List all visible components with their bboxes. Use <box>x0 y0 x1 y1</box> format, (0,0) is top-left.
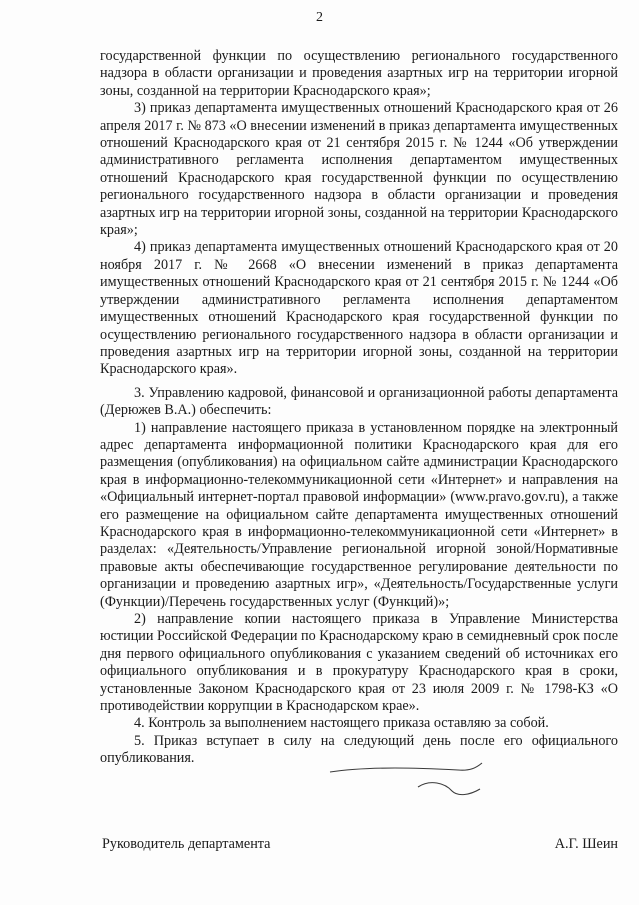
paragraph-continuation: государственной функции по осуществлению регионального государственного надзора в области организации и проведения азартных игр на территории игорной зоны, созданной на территории Краснодарского края»; <box>100 48 618 99</box>
paragraph-section-3: 3. Управлению кадровой, финансовой и организационной работы департамента (Дерюжев В.А.) обеспечить: <box>100 384 618 419</box>
paragraph-subitem-2: 2) направление копии настоящего приказа в Управление Министерства юстиции Российской Федерации по Краснодарскому краю в семидневный срок после дня первого официального опубликования с указанием сведений об источниках его официального опубликования и в прокуратуру Краснодарского края в сроки, установленные Законом Краснодарского края от 23 июля 2009 г. № 1798-КЗ «О противодействии коррупции в Краснодарском крае». <box>100 611 618 715</box>
paragraph-item-4: 4) приказ департамента имущественных отношений Краснодарского края от 20 ноября 2017 г. № 2668 «О внесении изменений в приказ департамента имущественных отношений Краснодарского края от 21 сентября 2015 г. № 1244 «Об утверждении административного регламента исполнения департаментом имущественных отношений Краснодарского края государственной функции по осуществлению регионального государственного надзора в области организации и проведения азартных игр на территории игорной зоны, созданной на территории Краснодарского края». <box>100 239 618 378</box>
signature-position: Руководитель департамента <box>102 836 271 852</box>
signature-name: А.Г. Шеин <box>554 836 618 852</box>
document-body <box>100 48 618 768</box>
paragraph-section-4: 4. Контроль за выполнением настоящего приказа оставляю за собой. <box>134 715 549 732</box>
paragraph-section-5: 5. Приказ вступает в силу на следующий день после его официального опубликования. <box>100 732 618 767</box>
paragraph-subitem-1: 1) направление настоящего приказа в установленном порядке на электронный адрес департамента информационной политики Краснодарского края для его размещения (опубликования) на официальном сайте администрации Краснодарского края в информационно-телекоммуникационной сети «Интернет» и направления на «Официальный интернет-портал правовой информации» (www.pravo.gov.ru), а также его размещение на официальном сайте департамента имущественных отношений Краснодарского края в информационно-телекоммуникационной сети «Интернет» в разделах: «Деятельность/Управление региональной игорной зоной/Нормативные правовые акты обеспечивающие государственное регулирование деятельности по организации и проведению азартных игр», «Деятельность/Государственные услуги (Функции)/Перечень государственных услуг (Функций)»; <box>100 419 618 610</box>
paragraph-item-3: 3) приказ департамента имущественных отношений Краснодарского края от 26 апреля 2017 г. № 873 «О внесении изменений в приказ департамента имущественных отношений Краснодарского края от 21 сентября 2015 г. № 1244 «Об утверждении административного регламента исполнения департаментом имущественных отношений Краснодарского края государственной функции по осуществлению регионального государственного надзора в области организации и проведения азартных игр на территории игорной зоны, созданной на территории Краснодарского края»; <box>100 100 618 239</box>
page-number: 2 <box>316 10 323 25</box>
